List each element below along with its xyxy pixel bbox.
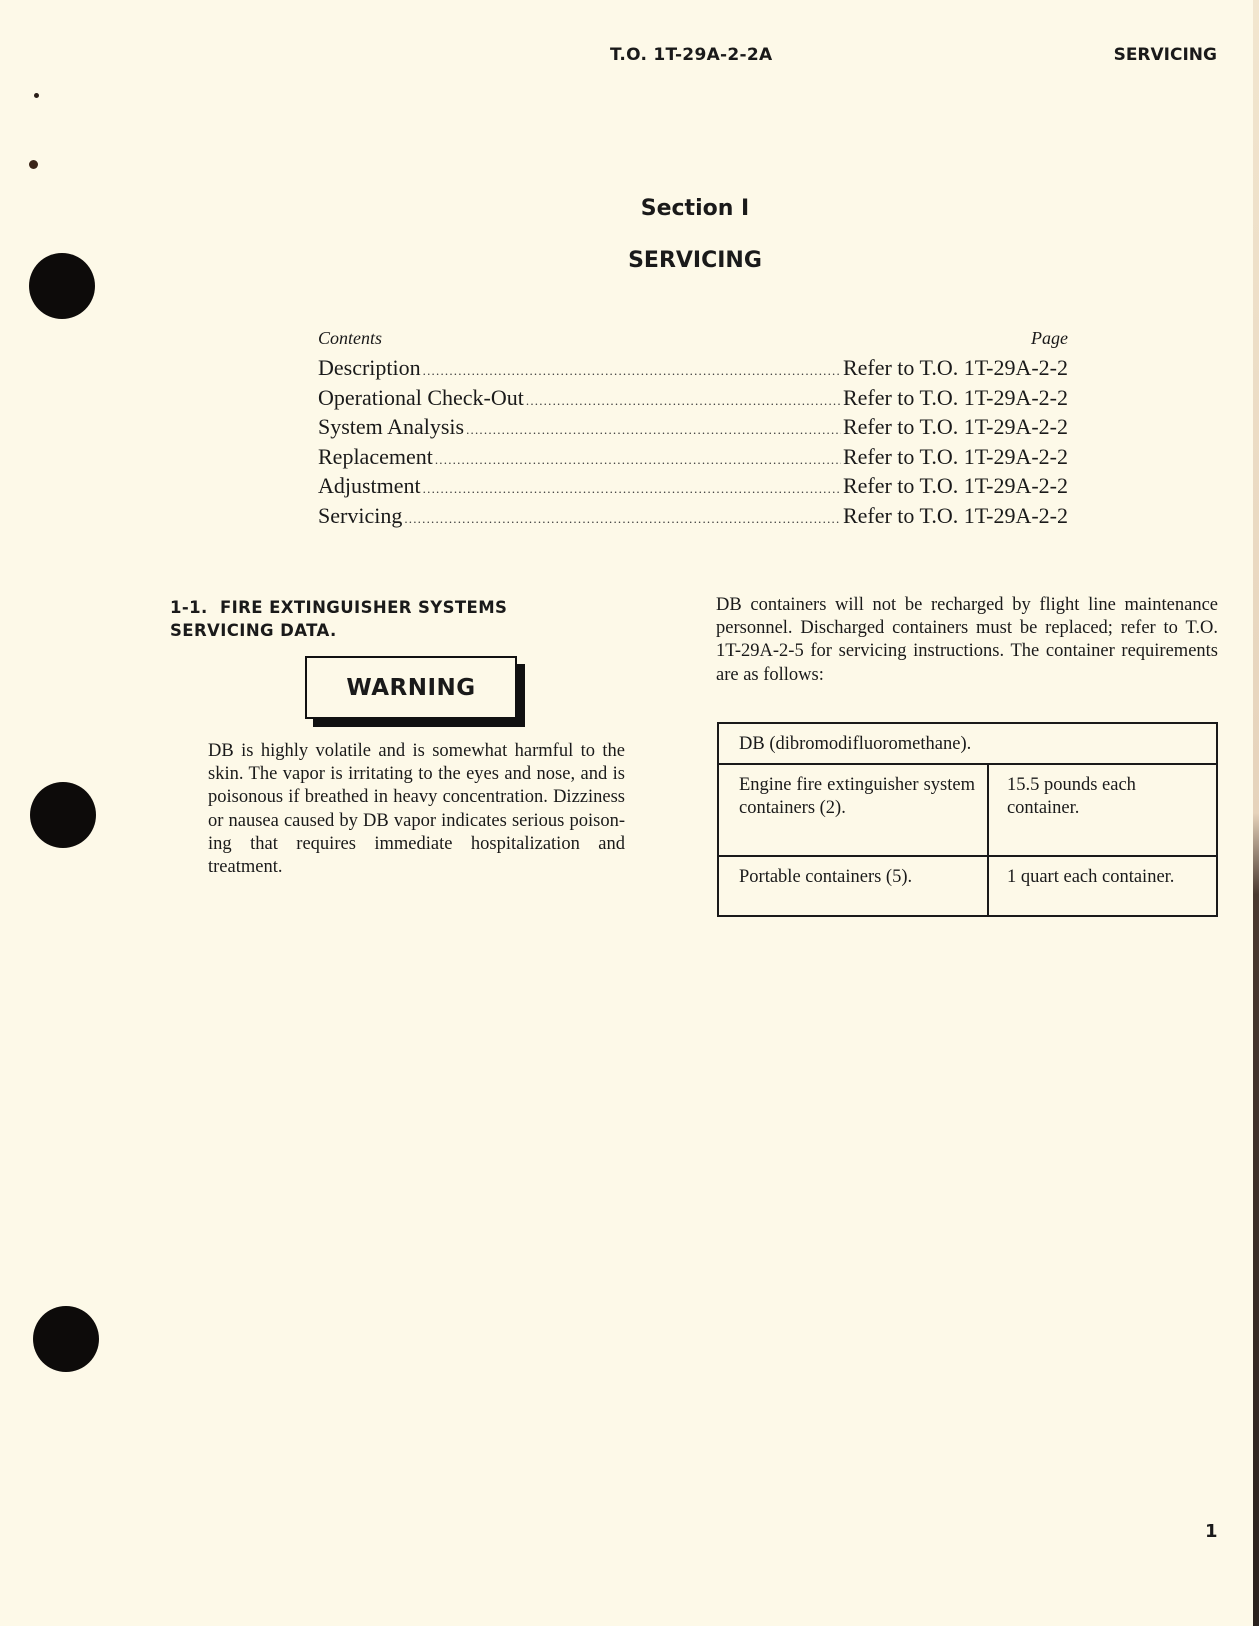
toc-leader-dots (423, 481, 841, 497)
toc-ref: Refer to T.O. 1T-29A-2-2 (842, 414, 1068, 439)
toc-label: Adjustment (318, 473, 421, 498)
table-cell-item: Portable containers (5). (718, 856, 988, 916)
table-header-cell: DB (dibromodifluoromethane). (718, 723, 1217, 764)
toc-leader-dots (423, 363, 841, 379)
ink-speck-icon (29, 160, 38, 169)
warning-label: WARNING (346, 674, 476, 701)
toc-row[interactable] (318, 503, 1068, 533)
header-section-label: SERVICING (1113, 45, 1217, 65)
toc-leader-dots (435, 452, 841, 468)
table-cell-quantity: 1 quart each container. (988, 856, 1217, 916)
toc-row[interactable] (318, 385, 1068, 415)
toc-leader-dots (466, 422, 841, 438)
table-header-row (718, 723, 1217, 764)
toc-leader-dots (526, 393, 841, 409)
table-cell-item: Engine fire extinguisher system containers (2). (718, 764, 988, 856)
section-title: SERVICING (628, 248, 762, 273)
toc-ref: Refer to T.O. 1T-29A-2-2 (842, 502, 1068, 528)
toc-row[interactable] (318, 444, 1068, 474)
contents-heading: Contents (318, 328, 383, 348)
warning-text: DB is highly volatile and is somewhat harmful to the skin. The vapor is irritating to the eyes and nose, and is poisonous if breathed in heavy concentration. Dizziness or nausea caused by DB vapor indicates serious poisoning that requires immediate hospitalization and treatment. (208, 741, 625, 878)
doc-number: T.O. 1T-29A-2-2A (610, 45, 773, 65)
toc-ref: Refer to T.O. 1T-29A-2-2 (842, 355, 1068, 380)
container-requirements-table (717, 722, 1218, 917)
toc-ref: Refer to T.O. 1T-29A-2-2 (842, 384, 1068, 410)
section-number: Section I (640, 196, 750, 221)
warning-box (305, 656, 517, 719)
table-row (718, 764, 1217, 856)
page-edge-shadow (1253, 0, 1259, 1626)
ink-speck-icon (34, 93, 39, 98)
toc-label: Description (318, 355, 421, 380)
paragraph-heading (170, 596, 570, 642)
contents-header (318, 328, 1068, 349)
page-heading: Page (1031, 328, 1068, 348)
toc-ref: Refer to T.O. 1T-29A-2-2 (842, 473, 1068, 498)
toc-label: System Analysis (318, 414, 465, 439)
toc-label: Operational Check-Out (318, 384, 524, 410)
toc-leader-dots (404, 511, 841, 527)
table-cell-quantity: 15.5 pounds each container. (988, 764, 1217, 856)
heading-line-1: 1-1. FIRE EXTINGUISHER SYSTEMS (170, 598, 508, 617)
body-paragraph: DB containers will not be recharged by flight line maintenance personnel. Discharged containers must be replaced; refer to T.O. 1T-29A-2-5 for servicing instructions. The container requirements are as follows: (716, 595, 1218, 685)
binder-hole-icon (30, 782, 96, 848)
heading-line-2: SERVICING DATA. (170, 621, 337, 640)
contents-list (318, 328, 1068, 532)
toc-ref: Refer to T.O. 1T-29A-2-2 (842, 443, 1068, 469)
toc-row[interactable] (318, 355, 1068, 385)
page-number: 1 (1205, 1521, 1218, 1542)
table-row (718, 856, 1217, 916)
toc-label: Servicing (318, 502, 403, 528)
toc-row[interactable] (318, 414, 1068, 444)
toc-row[interactable] (318, 473, 1068, 503)
toc-label: Replacement (318, 443, 433, 469)
binder-hole-icon (33, 1306, 99, 1372)
